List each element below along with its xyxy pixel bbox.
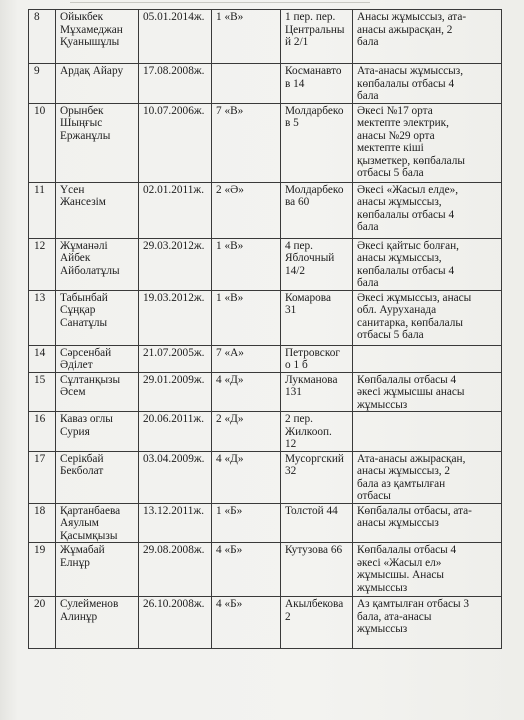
row-number: 8 [29, 10, 56, 64]
class-grade: 4 «Д» [212, 372, 281, 412]
class-grade: 7 «А» [212, 345, 281, 372]
row-number: 20 [29, 597, 56, 649]
table-row [29, 451, 502, 503]
class-grade: 4 «Б» [212, 543, 281, 597]
birth-date: 26.10.2008ж. [139, 597, 212, 649]
home-address: Молдарбеко ва 60 [281, 182, 353, 238]
table-row [29, 64, 502, 104]
birth-date: 20.06.2011ж. [139, 412, 212, 452]
row-number: 10 [29, 103, 56, 182]
family-status: Ата-анасы ажырасқан, анасы жұмыссыз, 2 бала аз қамтылған отбасы [353, 451, 502, 503]
family-status [353, 345, 502, 372]
top-edge-line [70, 2, 370, 3]
family-status: Көпбалалы отбасы 4 әкесі жұмысшы анасы жұмыссыз [353, 372, 502, 412]
family-status: Әкесі №17 орта мектепте электрик, анасы №29 орта мектепте кіші қызметкер, көпбалалы отбасы 5 бала [353, 103, 502, 182]
family-status: Әкесі жұмыссыз, анасы обл. Ауруханада санитарка, көпбалалы отбасы 5 бала [353, 290, 502, 345]
family-status: Көпбалалы отбасы 4 әкесі «Жасыл ел» жұмысшы. Анасы жұмыссыз [353, 543, 502, 597]
birth-date: 10.07.2006ж. [139, 103, 212, 182]
table-row [29, 10, 502, 64]
birth-date: 13.12.2011ж. [139, 503, 212, 543]
home-address: Толстой 44 [281, 503, 353, 543]
student-name: Сұлтанқызы Әсем [56, 372, 139, 412]
student-name: Каваз оглы Сурия [56, 412, 139, 452]
table-row [29, 372, 502, 412]
class-grade: 1 «В» [212, 238, 281, 290]
student-name: Үсен Жансезім [56, 182, 139, 238]
student-name: Сәрсенбай Әділет [56, 345, 139, 372]
table-row [29, 290, 502, 345]
home-address: Кутузова 66 [281, 543, 353, 597]
table-row [29, 503, 502, 543]
student-name: Қартанбаева Аяулым Қасымқызы [56, 503, 139, 543]
birth-date: 05.01.2014ж. [139, 10, 212, 64]
row-number: 19 [29, 543, 56, 597]
student-name: Орынбек Шыңғыс Ержанұлы [56, 103, 139, 182]
birth-date: 29.01.2009ж. [139, 372, 212, 412]
class-grade: 7 «В» [212, 103, 281, 182]
family-status: Көпбалалы отбасы, ата- анасы жұмыссыз [353, 503, 502, 543]
student-name: Табынбай Сұңқар Санатұлы [56, 290, 139, 345]
home-address: 1 пер. пер. Центральны й 2/1 [281, 10, 353, 64]
class-grade: 1 «В» [212, 290, 281, 345]
class-grade: 4 «Б» [212, 597, 281, 649]
row-number: 17 [29, 451, 56, 503]
row-number: 11 [29, 182, 56, 238]
row-number: 16 [29, 412, 56, 452]
birth-date: 17.08.2008ж. [139, 64, 212, 104]
student-name: Сулейменов Алинұр [56, 597, 139, 649]
class-grade [212, 64, 281, 104]
birth-date: 02.01.2011ж. [139, 182, 212, 238]
row-number: 12 [29, 238, 56, 290]
class-grade: 1 «В» [212, 10, 281, 64]
table-body [29, 10, 502, 649]
table-row [29, 103, 502, 182]
family-status: Ата-анасы жұмыссыз, көпбалалы отбасы 4 бала [353, 64, 502, 104]
home-address: Петровског о 1 б [281, 345, 353, 372]
birth-date: 19.03.2012ж. [139, 290, 212, 345]
home-address: Лукманова 131 [281, 372, 353, 412]
student-name: Жұманәлі Айбек Айболатұлы [56, 238, 139, 290]
table-row [29, 345, 502, 372]
family-status: Анасы жұмыссыз, ата- анасы ажырасқан, 2 бала [353, 10, 502, 64]
row-number: 15 [29, 372, 56, 412]
row-number: 14 [29, 345, 56, 372]
student-name: Серікбай Бекболат [56, 451, 139, 503]
class-grade: 2 «Ә» [212, 182, 281, 238]
birth-date: 21.07.2005ж. [139, 345, 212, 372]
table-row [29, 597, 502, 649]
student-name: Ойыкбек Мұхамеджан Қуанышұлы [56, 10, 139, 64]
student-name: Жұмабай Елнұр [56, 543, 139, 597]
family-status: Әкесі «Жасыл елде», анасы жұмыссыз, көпбалалы отбасы 4 бала [353, 182, 502, 238]
home-address: Акылбекова 2 [281, 597, 353, 649]
home-address: Молдарбеко в 5 [281, 103, 353, 182]
table-row [29, 543, 502, 597]
home-address: Мусоргский 32 [281, 451, 353, 503]
home-address: Косманавто в 14 [281, 64, 353, 104]
birth-date: 29.08.2008ж. [139, 543, 212, 597]
family-status [353, 412, 502, 452]
home-address: Комарова 31 [281, 290, 353, 345]
student-name: Ардақ Айару [56, 64, 139, 104]
family-status: Аз қамтылған отбасы 3 бала, ата-анасы жұмыссыз [353, 597, 502, 649]
row-number: 9 [29, 64, 56, 104]
birth-date: 03.04.2009ж. [139, 451, 212, 503]
table-row [29, 182, 502, 238]
table-row [29, 238, 502, 290]
home-address: 4 пер. Яблочный 14/2 [281, 238, 353, 290]
class-grade: 1 «Б» [212, 503, 281, 543]
class-grade: 4 «Д» [212, 451, 281, 503]
row-number: 13 [29, 290, 56, 345]
family-status: Әкесі қайтыс болған, анасы жұмыссыз, көпбалалы отбасы 4 бала [353, 238, 502, 290]
table-row [29, 412, 502, 452]
students-table [28, 9, 502, 649]
class-grade: 2 «Д» [212, 412, 281, 452]
birth-date: 29.03.2012ж. [139, 238, 212, 290]
row-number: 18 [29, 503, 56, 543]
home-address: 2 пер. Жилкооп. 12 [281, 412, 353, 452]
